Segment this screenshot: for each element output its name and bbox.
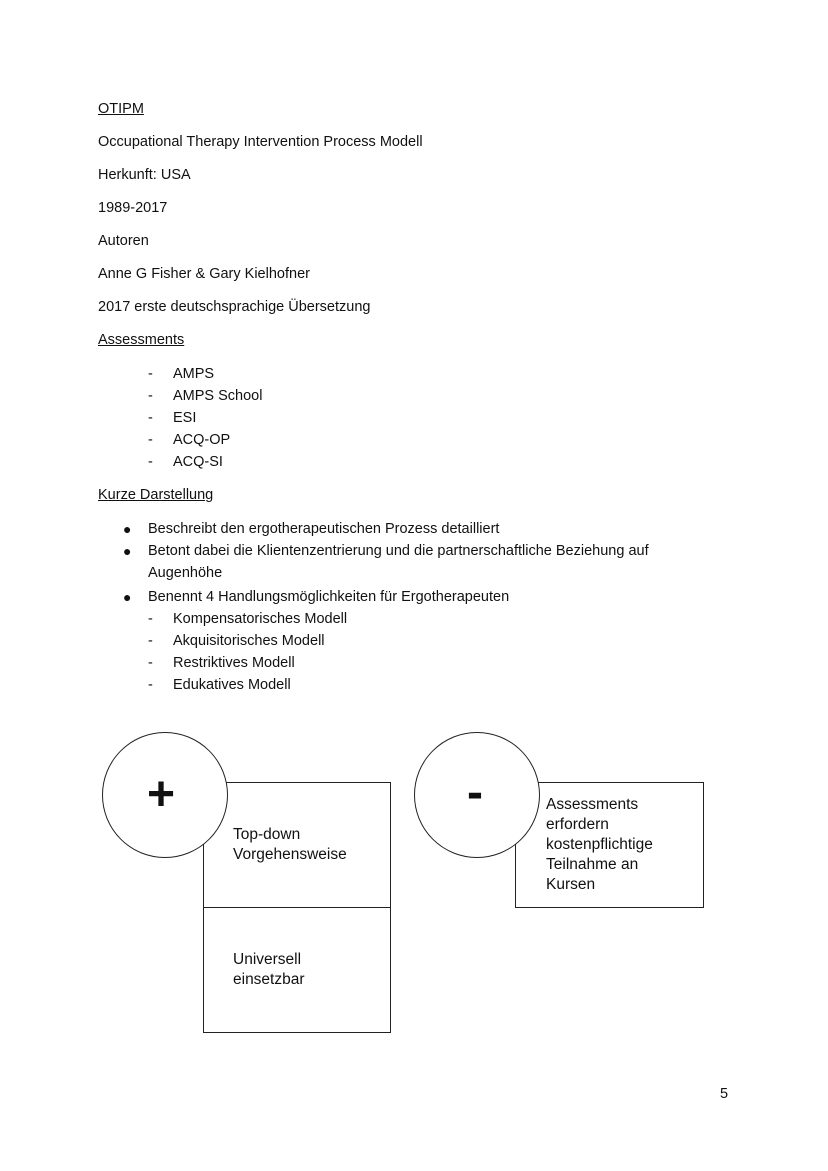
con-line: Assessments	[546, 796, 639, 813]
authors: Anne G Fisher & Gary Kielhofner	[98, 266, 310, 282]
list-item: AMPS	[173, 366, 215, 382]
con-line: Kursen	[546, 876, 596, 893]
dash-icon: -	[148, 366, 153, 382]
summary-heading: Kurze Darstellung	[98, 487, 214, 503]
con-line: kostenpflichtige	[546, 836, 653, 853]
list-item: Betont dabei die Klientenzentrierung und die partnerschaftliche Beziehung auf	[148, 543, 649, 559]
dash-icon: -	[148, 677, 153, 693]
bullet-icon: ●	[123, 543, 132, 559]
pro-line: einsetzbar	[233, 971, 305, 988]
con-box	[515, 782, 704, 908]
translation: 2017 erste deutschsprachige Übersetzung	[98, 299, 371, 315]
assessments-heading: Assessments	[98, 332, 185, 348]
list-item: Beschreibt den ergotherapeutischen Prozess detailliert	[148, 521, 500, 537]
list-item: ACQ-SI	[173, 454, 223, 470]
con-text	[546, 795, 653, 895]
dash-icon: -	[148, 432, 153, 448]
pro-box	[203, 782, 391, 908]
list-item: Benennt 4 Handlungsmöglichkeiten für Ergotherapeuten	[148, 589, 510, 605]
dash-icon: -	[148, 633, 153, 649]
pro-box	[203, 907, 391, 1033]
full-name: Occupational Therapy Intervention Process Modell	[98, 134, 423, 150]
pro-text	[233, 950, 305, 990]
list-item: Restriktives Modell	[173, 655, 295, 671]
minus-circle	[414, 732, 540, 858]
page-number: 5	[720, 1086, 729, 1102]
list-item: ESI	[173, 410, 197, 426]
list-item: Kompensatorisches Modell	[173, 611, 348, 627]
dash-icon: -	[148, 611, 153, 627]
dash-icon: -	[148, 454, 153, 470]
pro-text	[233, 825, 347, 865]
con-line: erfordern	[546, 816, 609, 833]
list-item: AMPS School	[173, 388, 263, 404]
dash-icon: -	[148, 388, 153, 404]
list-item: Akquisitorisches Modell	[173, 633, 325, 649]
list-item: ACQ-OP	[173, 432, 231, 448]
plus-circle	[102, 732, 228, 858]
pro-line: Top-down	[233, 826, 301, 843]
authors-label: Autoren	[98, 233, 149, 249]
bullet-icon: ●	[123, 589, 132, 605]
dash-icon: -	[148, 655, 153, 671]
con-line: Teilnahme an	[546, 856, 639, 873]
pro-line: Universell	[233, 951, 302, 968]
bullet-icon: ●	[123, 521, 132, 537]
list-item-continuation: Augenhöhe	[148, 565, 223, 581]
plus-icon: +	[147, 768, 176, 821]
title: OTIPM	[98, 101, 144, 117]
dash-icon: -	[148, 410, 153, 426]
list-item: Edukatives Modell	[173, 677, 291, 693]
minus-icon: -	[467, 766, 483, 819]
origin: Herkunft: USA	[98, 167, 191, 183]
years: 1989-2017	[98, 200, 168, 216]
pro-line: Vorgehensweise	[233, 846, 347, 863]
